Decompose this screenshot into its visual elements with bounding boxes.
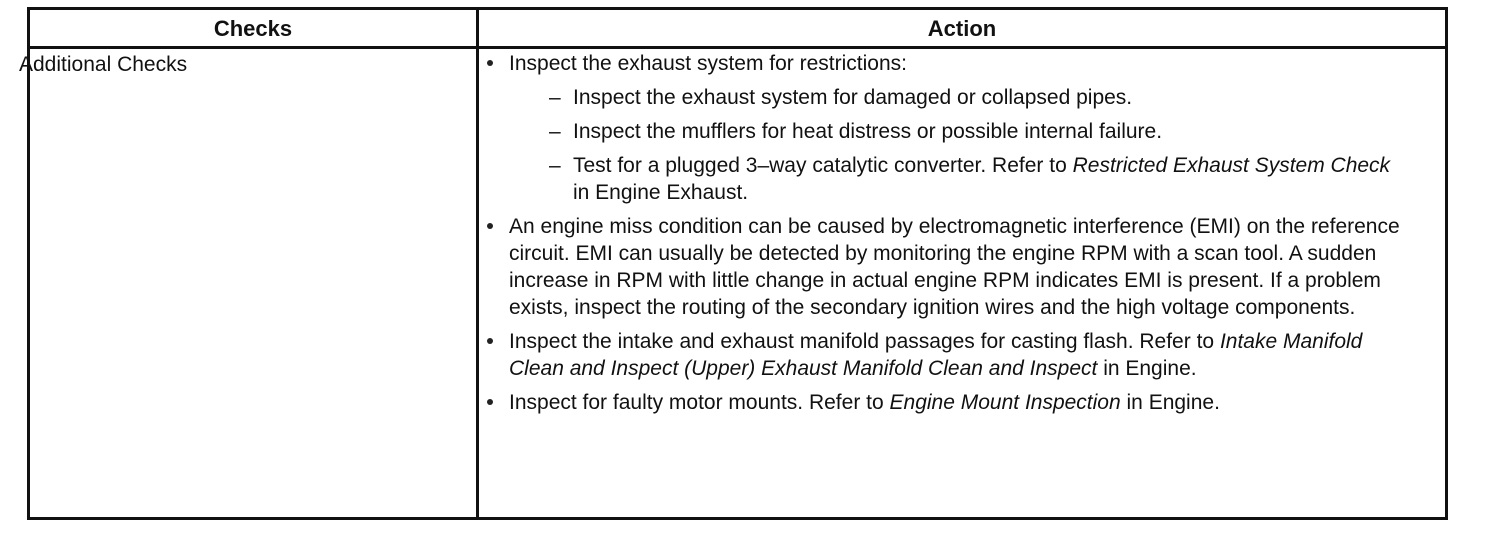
sub-item-mufflers — [509, 118, 1408, 145]
table-header-row — [30, 10, 1445, 49]
sub-item-catalytic-converter — [509, 152, 1408, 206]
reference-manifold-clean: Intake Manifold Clean and Inspect (Upper) Exhaust Manifold Clean and Inspect — [509, 330, 1363, 380]
dash-icon: – — [549, 86, 561, 109]
action-bullet-casting-flash — [478, 328, 1408, 382]
reference-engine-mount: Engine Mount Inspection — [889, 391, 1121, 414]
action-bullet-motor-mounts — [478, 389, 1408, 416]
sub-item-text: Test for a plugged 3–way catalytic converter. Refer to — [573, 154, 1067, 177]
action-bullet-emi — [478, 213, 1408, 321]
sub-item-pipes — [509, 84, 1408, 111]
dash-icon: – — [549, 120, 561, 143]
bullet-text: Inspect the exhaust system for restrictions: — [509, 52, 907, 75]
reference-restricted-exhaust: Restricted Exhaust System Check — [1072, 154, 1391, 177]
bullet-text: Inspect the intake and exhaust manifold passages for casting flash. Refer to — [509, 330, 1215, 353]
bullet-tail: in Engine. — [1126, 391, 1220, 414]
header-action: Action — [927, 16, 997, 41]
action-bullet-exhaust-restrictions — [478, 50, 1408, 206]
sub-item-text: Inspect the exhaust system for damaged or collapsed pipes. — [573, 86, 1133, 109]
bullet-icon — [487, 60, 493, 66]
bullet-text: Inspect for faulty motor mounts. Refer to — [509, 391, 884, 414]
bullet-icon — [487, 338, 493, 344]
action-cell — [478, 50, 1408, 423]
sub-item-text: Inspect the mufflers for heat distress or possible internal failure. — [573, 120, 1163, 143]
checks-cell: Additional Checks — [19, 53, 188, 76]
header-checks: Checks — [213, 16, 293, 41]
sub-item-tail: in Engine Exhaust. — [573, 181, 749, 204]
bullet-icon — [487, 399, 493, 405]
bullet-icon — [487, 223, 493, 229]
bullet-tail: in Engine. — [1103, 357, 1197, 380]
bullet-text: An engine miss condition can be caused by electromagnetic interference (EMI) on the reference circuit. EMI can usually be detected by monitoring the engine RPM with a scan tool. A sudden increase in RPM with little change in actual engine RPM indicates EMI is present. If a problem exists, inspect the routing of the secondary ignition wires and the high voltage components. — [509, 215, 1400, 319]
dash-icon: – — [549, 154, 561, 177]
